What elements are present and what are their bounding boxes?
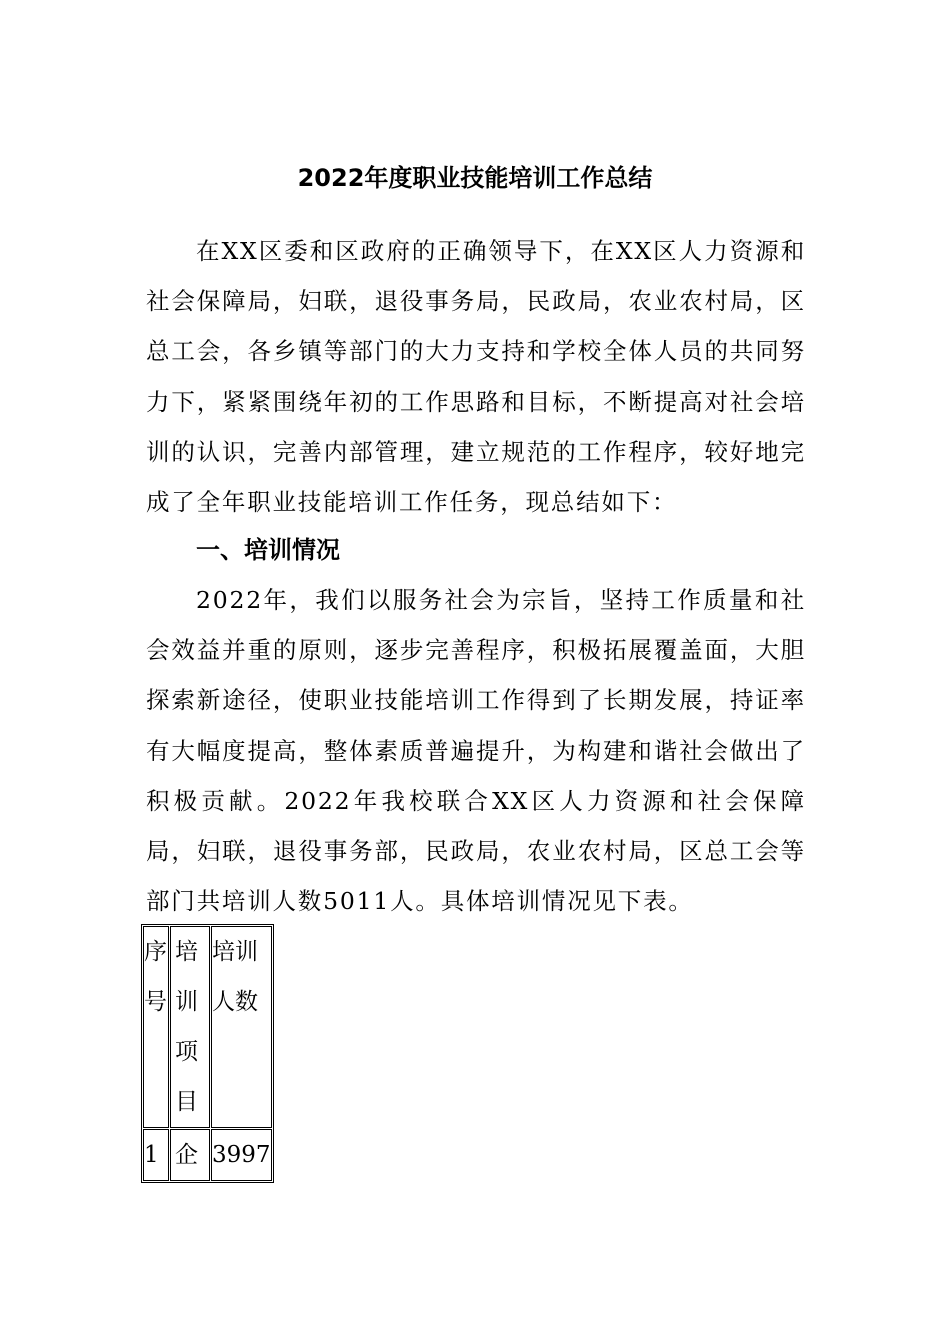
intro-paragraph: 在XX区委和区政府的正确领导下，在XX区人力资源和社会保障局，妇联，退役事务局，民政局，农业农村局，区总工会，各乡镇等部门的大力支持和学校全体人员的共同努力下，紧紧围绕年初的工作思路和目标，不断提高对社会培训的认识，完善内部管理，建立规范的工作程序，较好地完成了全年职业技能培训工作任务，现总结如下： [146, 237, 806, 517]
cell-index: 1 [143, 1129, 169, 1181]
cell-project: 企 [170, 1129, 210, 1181]
table-row [143, 1129, 272, 1181]
table-header-row [143, 926, 272, 1128]
training-table [141, 924, 274, 1183]
header-cell-count: 培训人数 [211, 926, 272, 1128]
document-title: 2022年度职业技能培训工作总结 [297, 164, 653, 192]
section-heading: 一、培训情况 [196, 536, 340, 564]
header-cell-project: 培训项目 [170, 926, 210, 1128]
section-paragraph: 2022年，我们以服务社会为宗旨，坚持工作质量和社会效益并重的原则，逐步完善程序，积极拓展覆盖面，大胆探索新途径，使职业技能培训工作得到了长期发展，持证率有大幅度提高，整体素质普遍提升，为构建和谐社会做出了积极贡献。2022年我校联合XX区人力资源和社会保障局，妇联，退役事务部，民政局，农业农村局，区总工会等部门共培训人数5011人。具体培训情况见下表。 [146, 586, 806, 916]
cell-count: 3997 [211, 1129, 272, 1181]
header-cell-index: 序号 [143, 926, 169, 1128]
